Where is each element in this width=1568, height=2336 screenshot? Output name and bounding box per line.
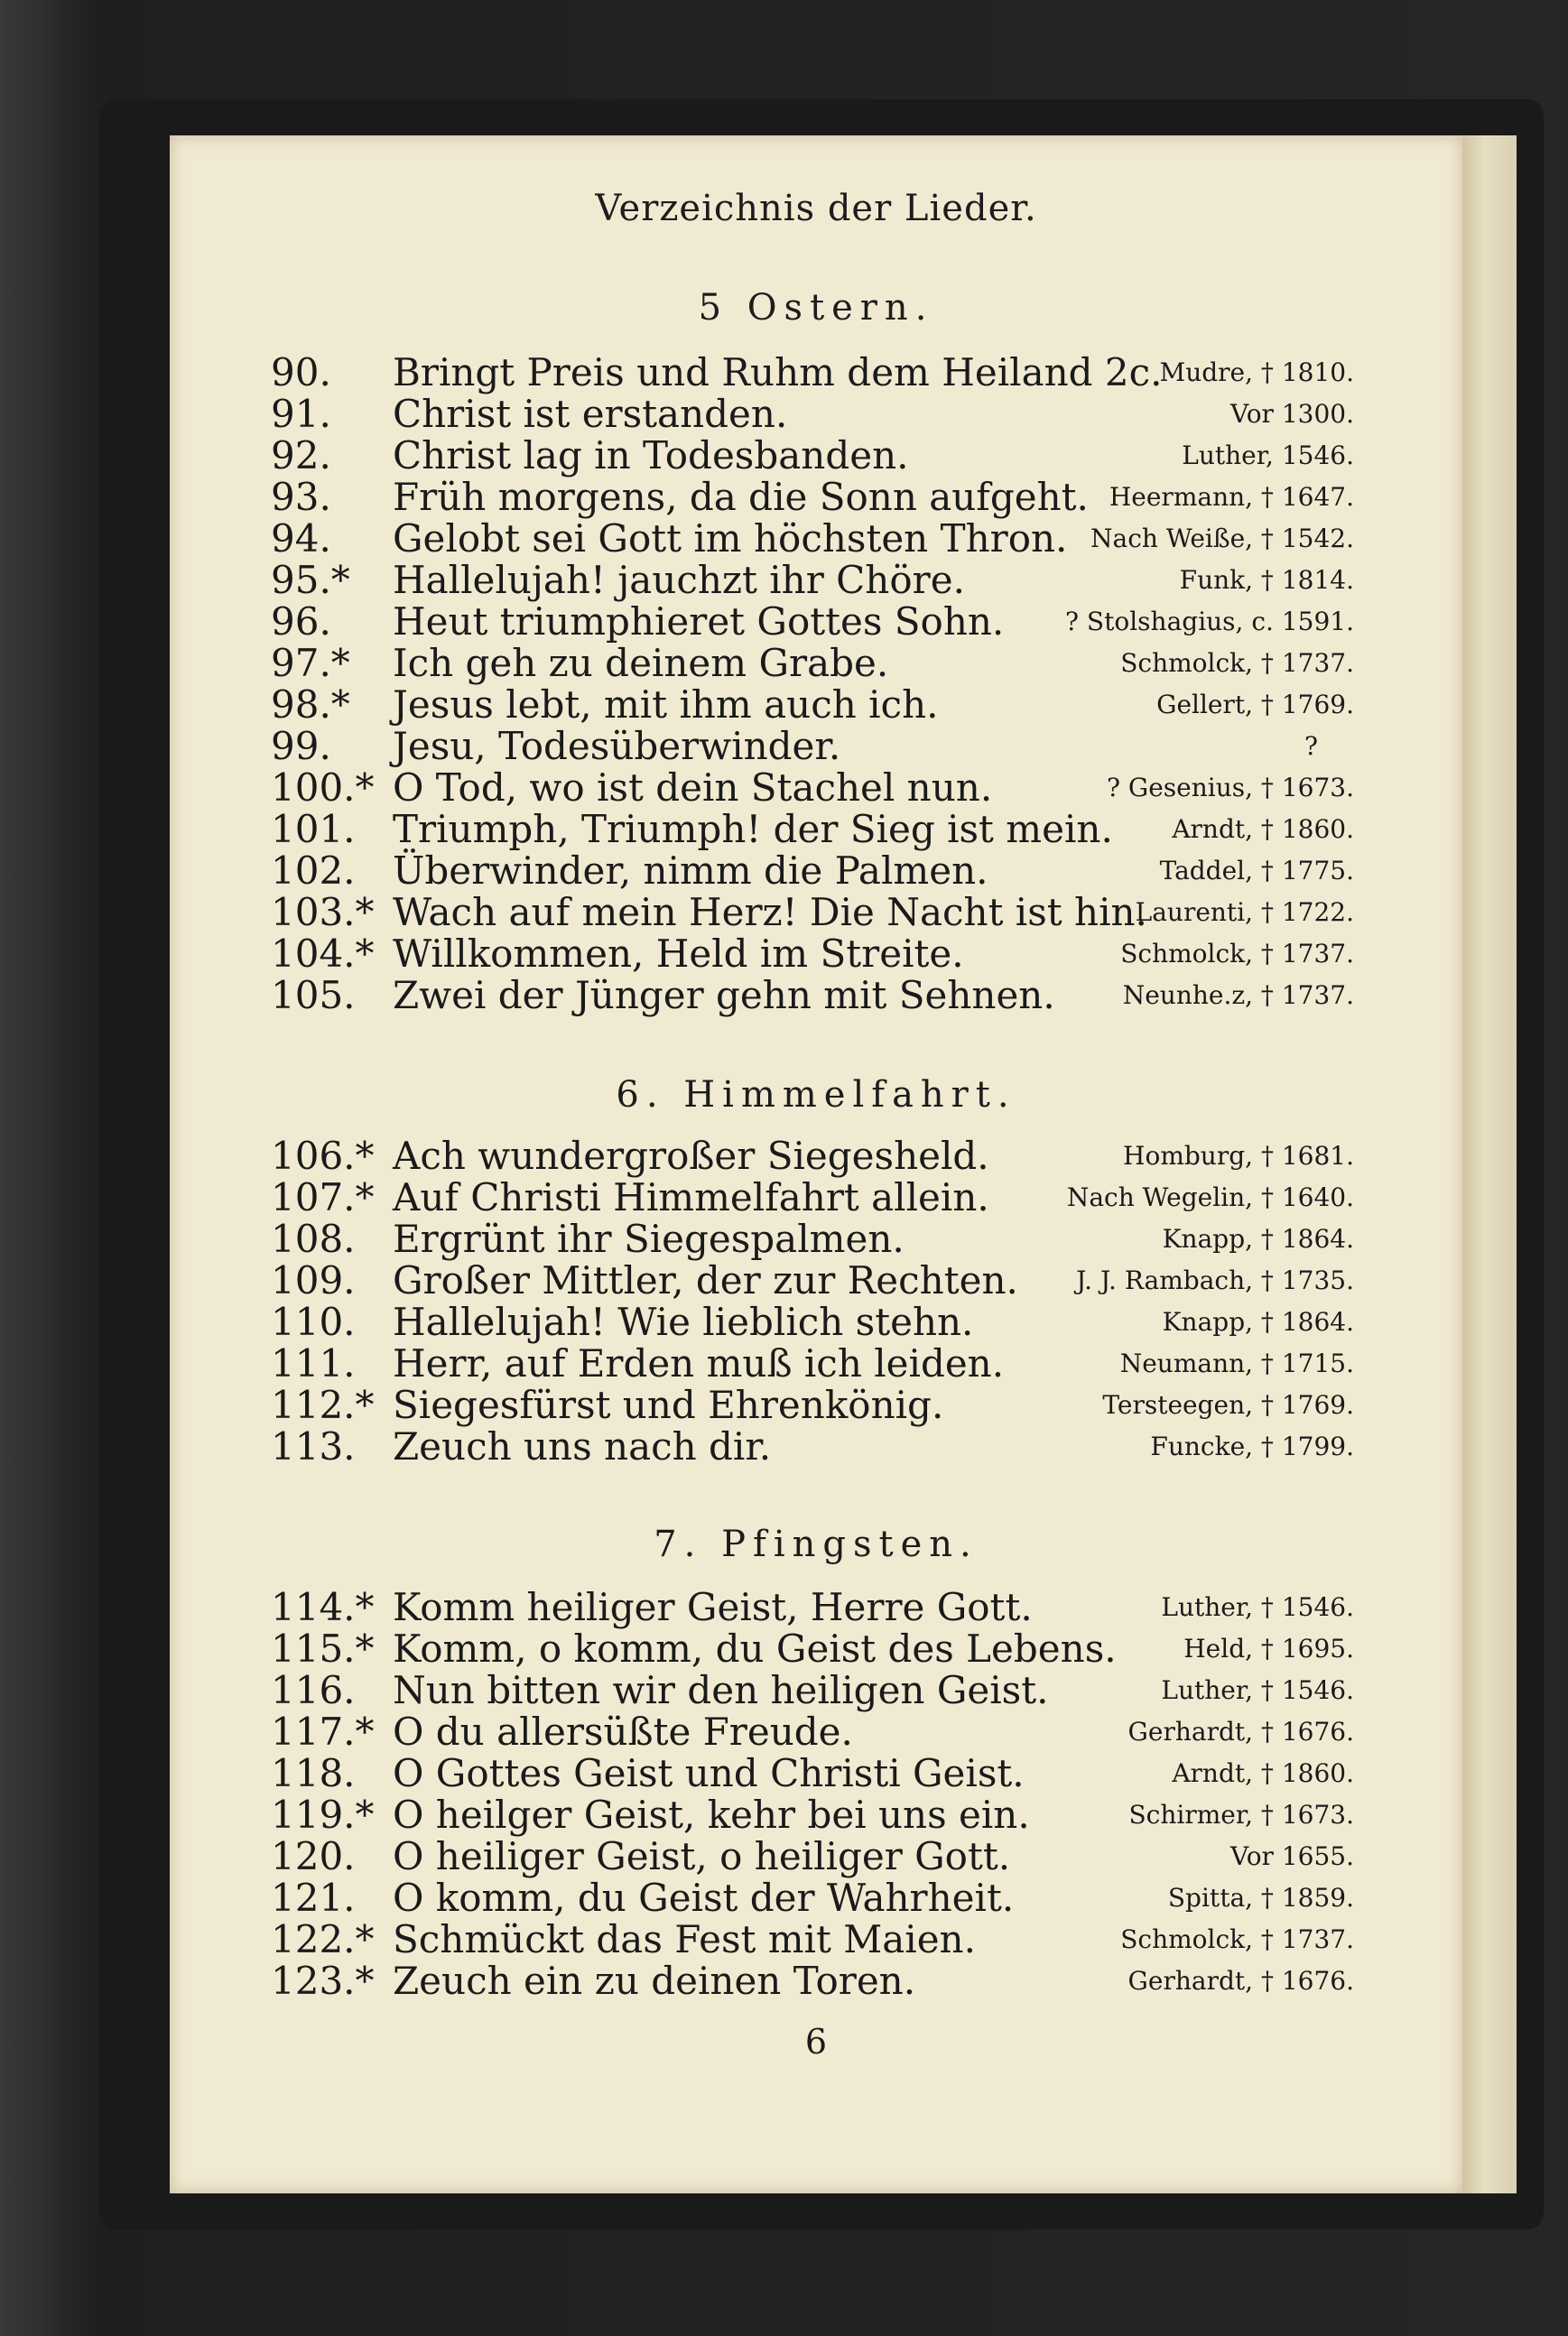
section-title-himmelfahrt: 6. Himmelfahrt. xyxy=(616,1074,1016,1116)
song-title: Ergrünt ihr Siegespalmen. xyxy=(393,1217,905,1261)
song-title: Auf Christi Himmelfahrt allein. xyxy=(393,1175,989,1219)
song-author: J. J. Rambach, † 1735. xyxy=(1076,1265,1354,1295)
list-item xyxy=(271,933,1354,975)
list-item xyxy=(271,892,1354,933)
song-number: 109. xyxy=(271,1258,356,1302)
song-author: ? xyxy=(1304,731,1318,761)
list-item xyxy=(271,1919,1354,1961)
song-number: 116. xyxy=(271,1668,356,1712)
song-number: 92. xyxy=(271,433,331,477)
song-title: Jesu, Todesüberwinder. xyxy=(393,724,841,768)
list-item xyxy=(271,809,1354,850)
list-item xyxy=(271,684,1354,726)
song-title: Ich geh zu deinem Grabe. xyxy=(393,641,889,685)
song-author: ? Gesenius, † 1673. xyxy=(1106,773,1354,802)
song-number: 94. xyxy=(271,516,331,561)
song-number: 104.* xyxy=(271,932,375,976)
song-author: Gellert, † 1769. xyxy=(1156,690,1354,719)
song-title: O komm, du Geist der Wahrheit. xyxy=(393,1876,1015,1920)
song-title: Zeuch ein zu deinen Toren. xyxy=(393,1959,916,2003)
song-title: Komm heiliger Geist, Herre Gott. xyxy=(393,1585,1033,1629)
song-number: 121. xyxy=(271,1876,356,1920)
song-title: Früh morgens, da die Sonn aufgeht. xyxy=(393,475,1089,519)
list-item xyxy=(271,1836,1354,1877)
list-item xyxy=(271,1177,1354,1219)
song-title: Bringt Preis und Ruhm dem Heiland 2c. xyxy=(393,350,1163,394)
song-author: Knapp, † 1864. xyxy=(1162,1224,1354,1254)
list-item xyxy=(271,1426,1354,1468)
song-title: Siegesfürst und Ehrenkönig. xyxy=(393,1383,944,1427)
song-author: Funcke, † 1799. xyxy=(1150,1432,1354,1461)
song-number: 113. xyxy=(271,1424,356,1469)
list-item xyxy=(271,394,1354,435)
song-author: Spitta, † 1859. xyxy=(1167,1883,1354,1913)
song-number: 117.* xyxy=(271,1710,375,1754)
list-item xyxy=(271,560,1354,601)
list-item xyxy=(271,1260,1354,1302)
song-author: Luther, † 1546. xyxy=(1161,1675,1354,1705)
song-number: 97.* xyxy=(271,641,350,685)
song-number: 90. xyxy=(271,350,331,394)
song-author: ? Stolshagius, c. 1591. xyxy=(1065,607,1354,636)
song-title: O heiliger Geist, o heiliger Gott. xyxy=(393,1834,1011,1878)
song-author: Schmolck, † 1737. xyxy=(1120,1924,1354,1954)
song-title: Wach auf mein Herz! Die Nacht ist hin. xyxy=(393,890,1147,934)
list-item xyxy=(271,850,1354,892)
list-item xyxy=(271,1711,1354,1753)
song-author: Luther, † 1546. xyxy=(1161,1592,1354,1622)
song-author: Neunhe.z, † 1737. xyxy=(1122,980,1354,1010)
list-item xyxy=(271,1302,1354,1343)
song-number: 102. xyxy=(271,848,356,893)
song-title: Hallelujah! jauchzt ihr Chöre. xyxy=(393,558,965,602)
list-item xyxy=(271,1628,1354,1670)
song-number: 106.* xyxy=(271,1134,375,1178)
list-item xyxy=(271,1587,1354,1628)
song-author: Vor 1300. xyxy=(1230,399,1354,429)
song-title: Heut triumphieret Gottes Sohn. xyxy=(393,599,1005,644)
song-title: Willkommen, Held im Streite. xyxy=(393,932,964,976)
song-title: Komm, o komm, du Geist des Lebens. xyxy=(393,1627,1117,1671)
list-item xyxy=(271,1219,1354,1260)
page-header: Verzeichnis der Lieder. xyxy=(595,188,1037,229)
song-title: Zeuch uns nach dir. xyxy=(393,1424,772,1469)
list-item xyxy=(271,477,1354,518)
song-title: Gelobt sei Gott im höchsten Thron. xyxy=(393,516,1068,561)
list-item xyxy=(271,1961,1354,2002)
list-item xyxy=(271,601,1354,643)
song-author: Vor 1655. xyxy=(1230,1841,1354,1871)
song-author: Tersteegen, † 1769. xyxy=(1102,1390,1354,1420)
song-number: 98.* xyxy=(271,682,350,727)
next-page-edge xyxy=(1462,135,1517,2193)
song-number: 112.* xyxy=(271,1383,375,1427)
song-number: 120. xyxy=(271,1834,356,1878)
list-item xyxy=(271,1794,1354,1836)
song-title: Herr, auf Erden muß ich leiden. xyxy=(393,1341,1005,1386)
song-title: Christ lag in Todesbanden. xyxy=(393,433,909,477)
list-item xyxy=(271,352,1354,394)
song-number: 114.* xyxy=(271,1585,375,1629)
song-title: Nun bitten wir den heiligen Geist. xyxy=(393,1668,1049,1712)
song-number: 118. xyxy=(271,1751,356,1795)
song-title: Triumph, Triumph! der Sieg ist mein. xyxy=(393,807,1113,851)
song-number: 123.* xyxy=(271,1959,375,2003)
list-item xyxy=(271,1385,1354,1426)
song-number: 105. xyxy=(271,973,356,1017)
list-item xyxy=(271,1753,1354,1794)
song-number: 100.* xyxy=(271,765,375,810)
song-number: 93. xyxy=(271,475,331,519)
song-title: Jesus lebt, mit ihm auch ich. xyxy=(393,682,939,727)
song-title: Hallelujah! Wie lieblich stehn. xyxy=(393,1300,974,1344)
song-author: Neumann, † 1715. xyxy=(1119,1349,1354,1378)
song-number: 95.* xyxy=(271,558,350,602)
song-author: Heermann, † 1647. xyxy=(1109,482,1354,512)
song-author: Schmolck, † 1737. xyxy=(1120,939,1354,969)
song-number: 111. xyxy=(271,1341,356,1386)
song-title: Großer Mittler, der zur Rechten. xyxy=(393,1258,1018,1302)
song-title: O heilger Geist, kehr bei uns ein. xyxy=(393,1793,1030,1837)
list-item xyxy=(271,1343,1354,1385)
list-item xyxy=(271,518,1354,560)
song-number: 119.* xyxy=(271,1793,375,1837)
song-title: O Tod, wo ist dein Stachel nun. xyxy=(393,765,993,810)
song-author: Arndt, † 1860. xyxy=(1172,1758,1354,1788)
section-title-ostern: 5 Ostern. xyxy=(698,287,934,329)
song-author: Held, † 1695. xyxy=(1183,1634,1354,1664)
song-title: O Gottes Geist und Christi Geist. xyxy=(393,1751,1025,1795)
list-item xyxy=(271,643,1354,684)
song-author: Mudre, † 1810. xyxy=(1159,357,1354,387)
page-number: 6 xyxy=(804,2022,828,2062)
list-item xyxy=(271,975,1354,1016)
song-author: Arndt, † 1860. xyxy=(1172,814,1354,844)
song-title: Überwinder, nimm die Palmen. xyxy=(393,848,988,893)
song-author: Gerhardt, † 1676. xyxy=(1127,1966,1354,1996)
song-number: 107.* xyxy=(271,1175,375,1219)
song-author: Gerhardt, † 1676. xyxy=(1127,1717,1354,1747)
list-item xyxy=(271,1136,1354,1177)
song-number: 115.* xyxy=(271,1627,375,1671)
song-author: Homburg, † 1681. xyxy=(1123,1141,1354,1171)
song-number: 110. xyxy=(271,1300,356,1344)
song-author: Nach Weiße, † 1542. xyxy=(1090,524,1354,553)
list-item xyxy=(271,1877,1354,1919)
list-item xyxy=(271,767,1354,809)
song-author: Funk, † 1814. xyxy=(1179,565,1354,595)
song-author: Luther, 1546. xyxy=(1182,440,1354,470)
song-number: 122.* xyxy=(271,1917,375,1961)
song-title: Christ ist erstanden. xyxy=(393,392,788,436)
song-title: Ach wundergroßer Siegesheld. xyxy=(393,1134,989,1178)
list-item xyxy=(271,435,1354,477)
song-title: Schmückt das Fest mit Maien. xyxy=(393,1917,976,1961)
song-title: Zwei der Jünger gehn mit Sehnen. xyxy=(393,973,1055,1017)
song-number: 103.* xyxy=(271,890,375,934)
song-author: Knapp, † 1864. xyxy=(1162,1307,1354,1337)
section-title-pfingsten: 7. Pfingsten. xyxy=(654,1524,979,1565)
song-number: 99. xyxy=(271,724,331,768)
song-number: 96. xyxy=(271,599,331,644)
song-title: O du allersüßte Freude. xyxy=(393,1710,853,1754)
song-author: Laurenti, † 1722. xyxy=(1135,897,1354,927)
song-author: Schirmer, † 1673. xyxy=(1128,1800,1354,1830)
song-author: Nach Wegelin, † 1640. xyxy=(1066,1182,1354,1212)
song-number: 91. xyxy=(271,392,331,436)
list-item xyxy=(271,726,1354,767)
song-number: 101. xyxy=(271,807,356,851)
song-author: Schmolck, † 1737. xyxy=(1120,648,1354,678)
song-author: Taddel, † 1775. xyxy=(1159,856,1354,885)
list-item xyxy=(271,1670,1354,1711)
song-number: 108. xyxy=(271,1217,356,1261)
